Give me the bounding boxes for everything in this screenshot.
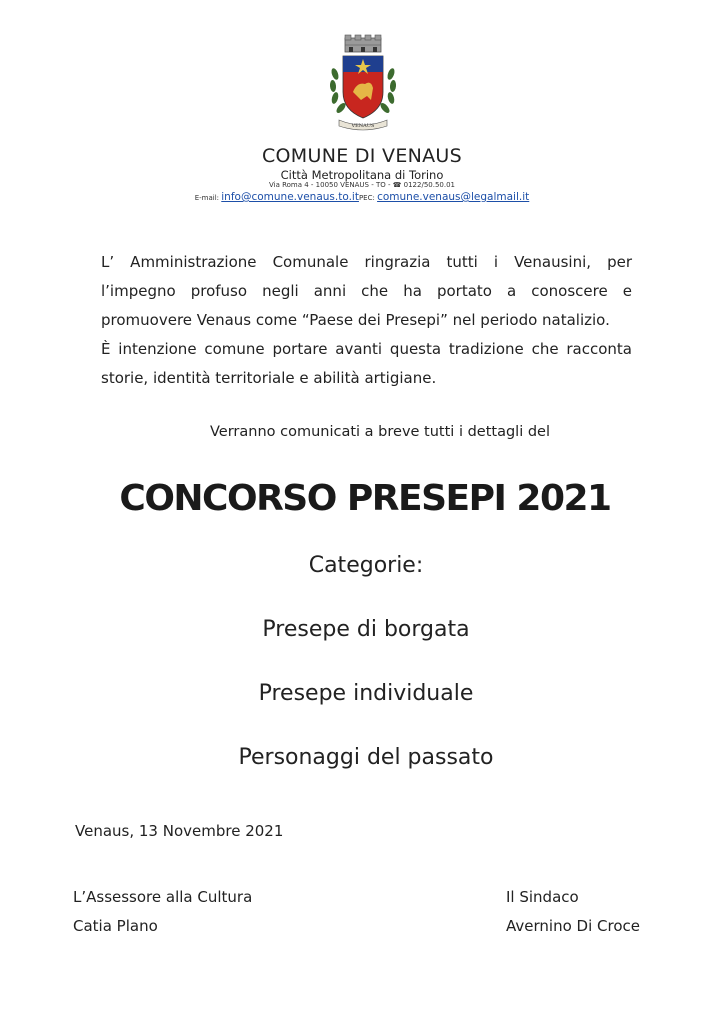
body-paragraph-2: È intenzione comune portare avanti questa tradizione che racconta storie, identità territoriale e abilità artigiane. <box>101 340 632 387</box>
contest-title: CONCORSO PRESEPI 2021 <box>119 478 611 519</box>
municipality-address: Via Roma 4 - 10050 VENAUS - TO - ☎ 0122/50.50.01 <box>268 181 455 189</box>
body-text <box>101 248 632 393</box>
pec-link[interactable]: comune.venaus@legalmail.it <box>377 191 530 203</box>
document-date: Venaus, 13 Novembre 2021 <box>75 822 284 840</box>
municipality-title: COMUNE DI VENAUS <box>261 145 463 167</box>
signature-left-name: Catia Plano <box>73 917 158 935</box>
municipal-crest-logo <box>327 34 399 132</box>
signature-right <box>506 883 640 941</box>
category-item: Personaggi del passato <box>238 745 494 770</box>
email-link[interactable]: info@comune.venaus.to.it <box>221 191 359 203</box>
category-item: Presepe individuale <box>258 681 474 706</box>
municipality-subtitle: Città Metropolitana di Torino <box>280 168 444 182</box>
motto-ribbon <box>339 120 387 130</box>
crest-motto: VENAUS <box>351 123 375 129</box>
categories-heading: Categorie: <box>308 553 424 578</box>
announcement-line: Verranno comunicati a breve tutti i dettagli del <box>210 424 550 440</box>
email-label: E-mail: <box>194 194 220 202</box>
contact-line <box>0 191 724 203</box>
category-item: Presepe di borgata <box>262 617 470 642</box>
signature-left-role: L’Assessore alla Cultura <box>73 888 253 906</box>
shield-icon <box>343 56 383 118</box>
body-paragraph-1: L’ Amministrazione Comunale ringrazia tutti i Venausini, per l’impegno profuso negli anni che ha portato a conoscere e promuovere Venaus come “Paese dei Presepi” nel periodo natalizio. <box>101 253 632 329</box>
signature-left <box>73 883 252 941</box>
signature-right-name: Avernino Di Croce <box>506 917 640 935</box>
signature-right-role: Il Sindaco <box>506 888 579 906</box>
crown-icon <box>345 35 381 52</box>
pec-label: PEC: <box>358 194 375 202</box>
